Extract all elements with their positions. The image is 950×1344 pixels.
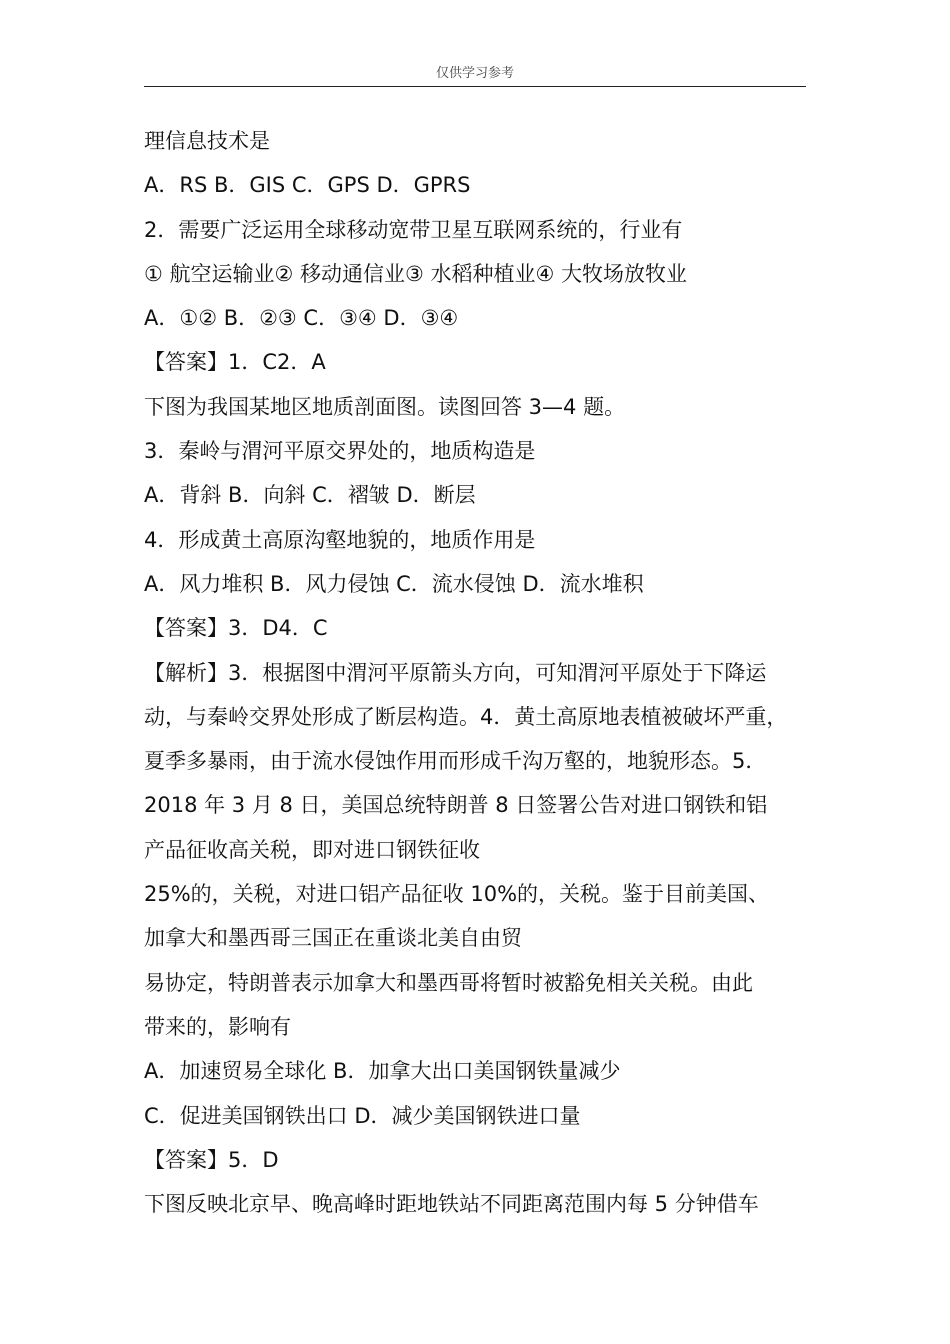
text-line: 夏季多暴雨，由于流水侵蚀作用而形成千沟万壑的，地貌形态。5． [144, 749, 767, 774]
text-line: 加拿大和墨西哥三国正在重谈北美自由贸 [144, 926, 522, 951]
text-line: 2018 年 3 月 8 日，美国总统特朗普 8 日签署公告对进口钢铁和铝 [144, 793, 768, 818]
text-line: 下图反映北京早、晚高峰时距地铁站不同距离范围内每 5 分钟借车 [144, 1192, 759, 1217]
text-line: 2．需要广泛运用全球移动宽带卫星互联网系统的，行业有 [144, 217, 683, 242]
text-line: 【答案】3．D4．C [144, 616, 328, 641]
text-line: 带来的，影响有 [144, 1014, 291, 1039]
text-line: 易协定，特朗普表示加拿大和墨西哥将暂时被豁免相关关税。由此 [144, 970, 753, 995]
text-line: A．风力堆积 B．风力侵蚀 C．流水侵蚀 D．流水堆积 [144, 571, 644, 596]
header-text: 仅供学习参考 [435, 66, 514, 81]
text-line: ① 航空运输业② 移动通信业③ 水稻种植业④ 大牧场放牧业 [144, 261, 688, 286]
text-line: 3．秦岭与渭河平原交界处的，地质构造是 [144, 439, 536, 464]
text-line: 下图为我国某地区地质剖面图。读图回答 3—4 题。 [144, 394, 626, 419]
document-body [144, 119, 810, 1226]
text-line: 动，与秦岭交界处形成了断层构造。4．黄土高原地表植被破坏严重， [144, 704, 788, 729]
text-line: A．加速贸易全球化 B．加拿大出口美国钢铁量减少 [144, 1059, 621, 1084]
text-line: 【解析】3．根据图中渭河平原箭头方向，可知渭河平原处于下降运 [144, 660, 767, 685]
text-line: 【答案】5．D [144, 1147, 279, 1172]
text-line: A．RS B．GIS C．GPS D．GPRS [144, 173, 471, 198]
text-line: 25%的，关税，对进口铝产品征收 10%的，关税。鉴于目前美国、 [144, 882, 770, 907]
page-header [144, 62, 806, 87]
text-line: 产品征收高关税，即对进口钢铁征收 [144, 837, 480, 862]
text-line: A．①② B．②③ C．③④ D．③④ [144, 306, 459, 331]
text-line: 理信息技术是 [144, 129, 270, 153]
text-line: 【答案】1．C2．A [144, 350, 326, 375]
text-line: 4．形成黄土高原沟壑地貌的，地质作用是 [144, 527, 536, 552]
text-line: A．背斜 B．向斜 C．褶皱 D．断层 [144, 483, 476, 508]
text-line: C．促进美国钢铁出口 D．减少美国钢铁进口量 [144, 1103, 581, 1128]
